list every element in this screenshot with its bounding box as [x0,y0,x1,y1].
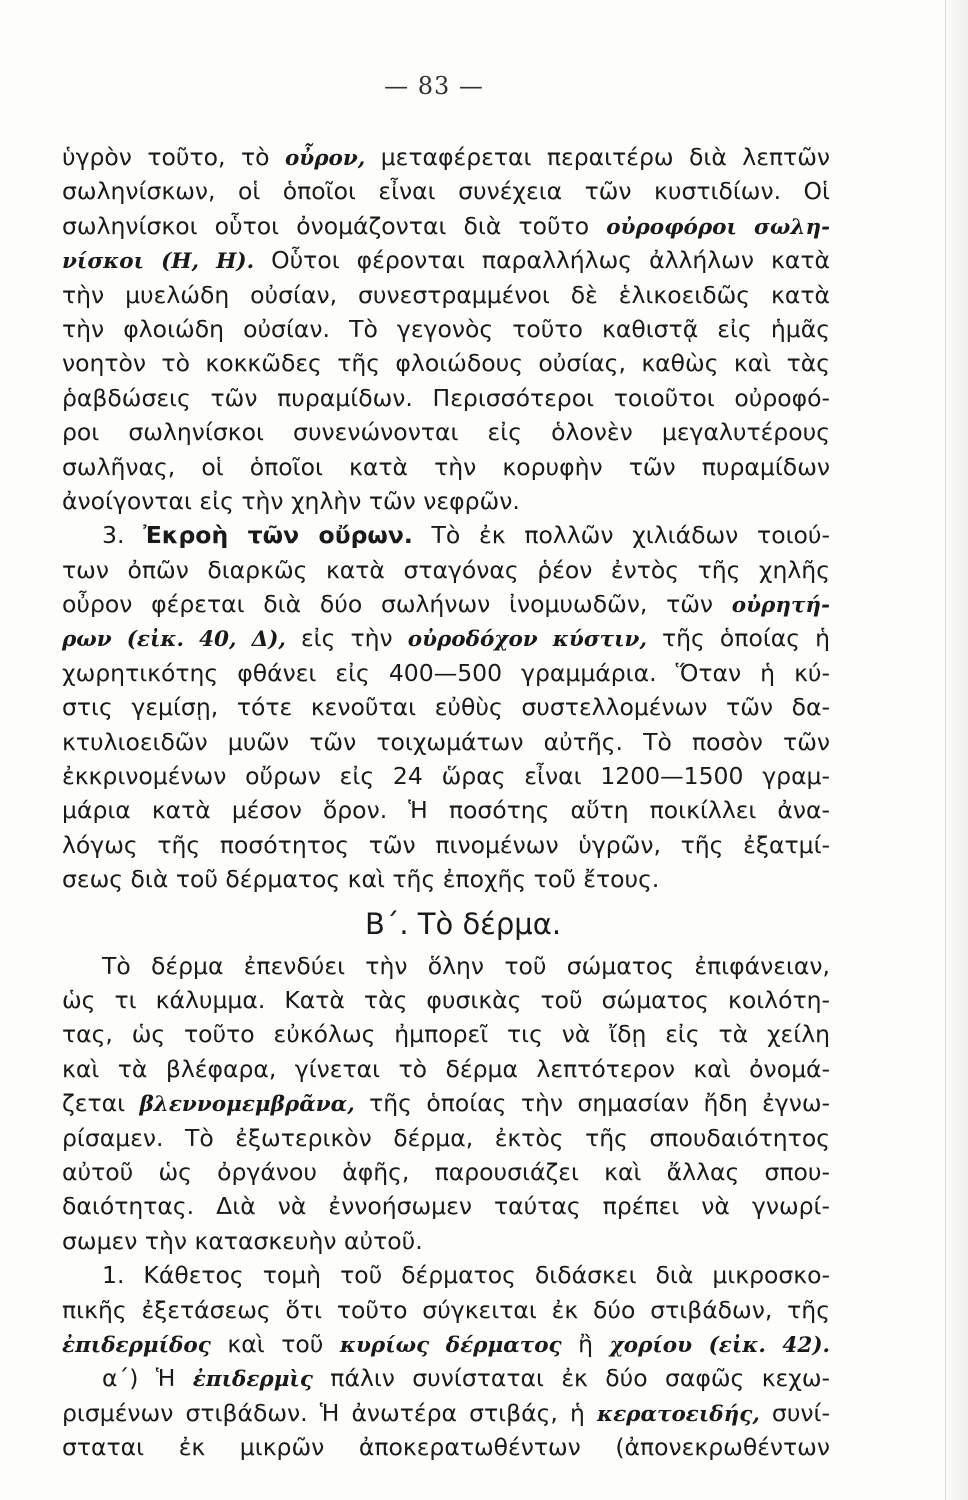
text-run: Τὸ δέρμα ἐπενδύει τὴν ὅλην τοῦ σώματος ἐπιφάνειαν, [102,951,830,980]
text-run: σωληνίσκων, οἱ ὁποῖοι εἶναι συνέχεια τῶν κυστιδίων. Οἱ [62,177,830,206]
text-line [62,312,830,346]
text-run: ἢ [561,1329,610,1358]
section-3-line [62,518,830,552]
text-run: Β΄. Τὸ δέρμα. [364,906,562,941]
emphasized-term: οὐρητή- [731,593,830,619]
text-line [62,949,830,983]
text-line [62,828,830,862]
text-run: χωρητικότης φθάνει εἰς 400—500 γραμμάρια. Ὅταν ἡ κύ- [62,658,830,687]
emphasized-term: ἐπιδερμὶς [192,1367,313,1393]
text-run: πάλιν συνίσταται ἐκ δύο σαφῶς κεχω- [312,1364,830,1393]
text-run: ὑγρὸν τοῦτο, τὸ [62,143,285,171]
emphasized-term: οὖρον, [284,146,366,171]
emphasized-term: κερατοειδής, [596,1401,760,1427]
text-line [62,415,830,449]
section-heading [62,901,830,947]
text-run: ρίσαμεν. Τὸ ἐξωτερικὸν δέρμα, ἐκτὸς τῆς σπουδαιότητος [62,1123,830,1152]
text-run: αὐτοῦ ὡς ὀργάνου ἁφῆς, παρουσιάζει καὶ ἄλλας σπου- [62,1157,830,1186]
text-run: τὴν φλοιώδη οὐσίαν. Τὸ γεγονὸς τοῦτο καθιστᾷ εἰς ἡμᾶς [62,314,830,343]
text-line [62,656,830,690]
text-line [62,1121,830,1155]
text-line [62,346,830,380]
text-run: ὡς τι κάλυμμα. Κατὰ τὰς φυσικὰς τοῦ σώματος κοιλότη- [62,985,830,1014]
emphasized-term: Ἐκροὴ τῶν οὔρων. [143,521,413,550]
text-run: μεταφέρεται περαιτέρω διὰ λεπτῶν [365,143,830,171]
text-line [62,983,830,1017]
text-line [62,862,830,896]
text-line [62,381,830,415]
text-run: οὖρον φέρεται διὰ δύο σωλήνων ἰνομυωδῶν, τῶν [62,590,732,619]
text-line [62,278,830,312]
text-line [62,1396,830,1430]
text-run: τας, ὡς τοῦτο εὐκόλως ἠμπορεῖ τις νὰ ἴδῃ εἰς τὰ χείλη [62,1020,830,1049]
text-run: εἰς τὴν [285,624,408,653]
text-line [62,1327,830,1361]
text-line [62,243,830,277]
text-run: τῆς ὁποίας τὴν σημασίαν ἤδη ἐγνω- [354,1089,831,1118]
text-line [62,1017,830,1051]
emphasized-term: χορίου (εἰκ. 42). [609,1332,831,1358]
text-line [62,140,830,174]
body-text [62,140,830,1464]
emphasized-term: οὐροφόροι σωλη- [606,214,830,240]
text-run: στις γεμίσῃ, τότε κενοῦται εὐθὺς συστελλομένων τῶν δα- [62,693,830,722]
text-run: α΄) Ἡ [102,1364,193,1393]
text-line [62,450,830,484]
text-line [62,484,830,518]
text-line [62,1224,830,1258]
text-run: ἐκκρινομένων οὔρων εἰς 24 ὥρας εἶναι 1200—1500 γραμ- [62,762,830,791]
text-line [62,587,830,621]
page-number: — 83 — [384,72,484,100]
text-run: ἀνοίγονται εἰς τὴν χηλὴν τῶν νεφρῶν. [62,486,520,515]
text-line [62,1258,830,1292]
text-line [62,1086,830,1120]
text-run: 3. [102,521,144,550]
text-line [62,793,830,827]
text-line [62,1361,830,1395]
text-run: μάρια κατὰ μέσον ὅρον. Ἡ ποσότης αὕτη ποικίλλει ἀνα- [62,796,830,825]
text-run: σωληνίσκοι οὗτοι ὀνομάζονται διὰ τοῦτο [62,211,607,240]
text-run: καὶ τοῦ [210,1329,340,1358]
text-line [62,174,830,208]
emphasized-term: οὐροδόχον κύστιν, [407,627,647,653]
emphasized-term: ἐπιδερμίδος [62,1332,211,1358]
text-run: Οὗτοι φέρονται παραλλήλως ἀλλήλων κατὰ [254,246,830,275]
text-run: σταται ἐκ μικρῶν ἀποκερατωθέντων (ἀπονεκρωθέντων [62,1433,830,1462]
text-line [62,1293,830,1327]
text-run: ζεται [62,1089,140,1118]
text-run: Τὸ ἐκ πολλῶν χιλιάδων τοιού- [412,521,830,550]
text-line [62,1189,830,1223]
text-run: ρισμένων στιβάδων. Ἡ ἀνωτέρα στιβάς, ἡ [62,1398,597,1427]
text-run: των ὀπῶν διαρκῶς κατὰ σταγόνας ῥέον ἐντὸς τῆς χηλῆς [62,555,830,584]
text-run: λόγως τῆς ποσότητος τῶν πινομένων ὑγρῶν, τῆς ἐξατμί- [62,830,830,859]
text-line [62,209,830,243]
text-run: ροι σωληνίσκοι συνενώνονται εἰς ὁλονὲν μεγαλυτέρους [62,418,830,447]
text-run: τῆς ὁποίας ἡ [646,624,831,653]
text-run: τὴν μυελώδη οὐσίαν, συνεστραμμένοι δὲ ἑλικοειδῶς κατὰ [62,280,830,309]
text-run: δαιότητας. Διὰ νὰ ἐννοήσωμεν ταύτας πρέπει νὰ γνωρί- [62,1192,830,1221]
text-line [62,1430,830,1464]
page-edge-line [945,0,946,1500]
emphasized-term: νίσκοι (Η, Η). [62,249,255,275]
emphasized-term: ρων (εἰκ. 40, Δ), [62,627,286,653]
text-run: σωμεν τὴν κατασκευὴν αὐτοῦ. [62,1226,423,1255]
text-run: καὶ τὰ βλέφαρα, γίνεται τὸ δέρμα λεπτότερον καὶ ὀνομά- [62,1054,830,1083]
text-run: ῥαβδώσεις τῶν πυραμίδων. Περισσότεροι τοιοῦτοι οὐροφό- [62,383,830,412]
text-line [62,759,830,793]
text-run: συνί- [759,1398,830,1427]
text-run: σωλῆνας, οἱ ὁποῖοι κατὰ τὴν κορυφὴν τῶν πυραμίδων [62,452,830,481]
text-run: κτυλιοειδῶν μυῶν τῶν τοιχωμάτων αὐτῆς. Τὸ ποσὸν τῶν [62,727,830,756]
text-line [62,1155,830,1189]
text-run: 1. Κάθετος τομὴ τοῦ δέρματος διδάσκει διὰ μικροσκο- [102,1261,830,1290]
text-line [62,690,830,724]
text-line [62,725,830,759]
text-line [62,621,830,655]
text-line [62,553,830,587]
emphasized-term: βλεννομεμβρᾶνα, [139,1092,355,1118]
text-line [62,1052,830,1086]
text-run: νοητὸν τὸ κοκκῶδες τῆς φλοιώδους οὐσίας, καθὼς καὶ τὰς [62,349,830,378]
text-run: σεως διὰ τοῦ δέρματος καὶ τῆς ἐποχῆς τοῦ ἔτους. [62,865,660,894]
emphasized-term: κυρίως δέρματος [339,1332,562,1358]
text-run: πικῆς ἐξετάσεως ὅτι τοῦτο σύγκειται ἐκ δύο στιβάδων, τῆς [62,1295,830,1324]
